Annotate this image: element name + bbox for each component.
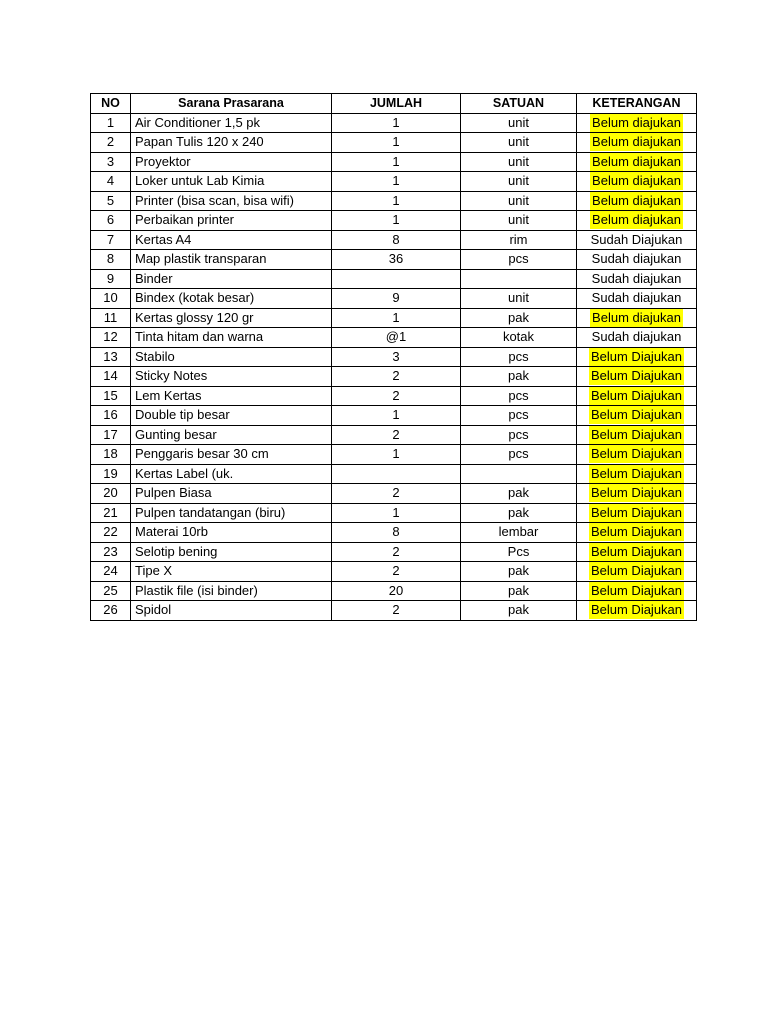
cell-no: 3 [91,152,131,172]
cell-name: Spidol [131,601,332,621]
cell-no: 21 [91,503,131,523]
table-row [91,172,697,192]
cell-unit: pak [461,503,577,523]
cell-name: Pulpen tandatangan (biru) [131,503,332,523]
cell-unit: unit [461,211,577,231]
cell-no: 24 [91,562,131,582]
table-row [91,289,697,309]
table-row [91,581,697,601]
status-text: Belum diajukan [592,134,681,150]
cell-note [577,250,697,270]
cell-no: 16 [91,406,131,426]
status-text: Belum diajukan [592,173,681,189]
cell-no: 4 [91,172,131,192]
status-text: Belum Diajukan [590,387,683,403]
cell-unit: Pcs [461,542,577,562]
cell-note [577,464,697,484]
status-text: Belum Diajukan [590,446,683,462]
cell-unit: pcs [461,347,577,367]
cell-no: 18 [91,445,131,465]
table-row [91,230,697,250]
status-text: Belum Diajukan [590,426,683,442]
cell-qty: 3 [332,347,461,367]
cell-no: 9 [91,269,131,289]
cell-no: 15 [91,386,131,406]
cell-qty: 8 [332,230,461,250]
cell-note [577,523,697,543]
status-text: Sudah diajukan [591,329,682,345]
table-row [91,464,697,484]
cell-qty: 1 [332,211,461,231]
cell-name: Printer (bisa scan, bisa wifi) [131,191,332,211]
cell-note [577,386,697,406]
cell-qty [332,464,461,484]
status-text: Belum diajukan [592,309,681,325]
table-row [91,406,697,426]
cell-no: 14 [91,367,131,387]
status-text: Sudah diajukan [591,270,682,286]
cell-unit: pak [461,308,577,328]
status-text: Belum diajukan [592,192,681,208]
cell-qty: 1 [332,113,461,133]
table-row [91,601,697,621]
cell-qty: 1 [332,406,461,426]
cell-note [577,484,697,504]
table-row [91,386,697,406]
cell-qty: 2 [332,601,461,621]
table-row [91,152,697,172]
status-text: Belum Diajukan [590,563,683,579]
cell-unit: unit [461,133,577,153]
cell-qty [332,269,461,289]
cell-no: 7 [91,230,131,250]
cell-name: Map plastik transparan [131,250,332,270]
cell-no: 1 [91,113,131,133]
status-text: Belum diajukan [592,153,681,169]
cell-qty: 1 [332,445,461,465]
cell-note [577,308,697,328]
table-row [91,191,697,211]
cell-qty: @1 [332,328,461,348]
cell-qty: 1 [332,191,461,211]
cell-name: Perbaikan printer [131,211,332,231]
table-row [91,211,697,231]
table-row [91,133,697,153]
table-row [91,503,697,523]
cell-note [577,503,697,523]
cell-unit: lembar [461,523,577,543]
cell-note [577,191,697,211]
cell-no: 22 [91,523,131,543]
cell-note [577,347,697,367]
cell-name: Gunting besar [131,425,332,445]
table-body [91,113,697,620]
status-text: Belum Diajukan [590,348,683,364]
status-text: Belum diajukan [592,212,681,228]
cell-qty: 1 [332,133,461,153]
header-note: KETERANGAN [577,94,697,114]
cell-name: Binder [131,269,332,289]
table-row [91,562,697,582]
cell-name: Loker untuk Lab Kimia [131,172,332,192]
cell-qty: 1 [332,308,461,328]
cell-name: Selotip bening [131,542,332,562]
header-no: NO [91,94,131,114]
status-text: Belum Diajukan [590,582,683,598]
cell-qty: 1 [332,172,461,192]
header-unit: SATUAN [461,94,577,114]
cell-unit: pak [461,581,577,601]
cell-name: Kertas A4 [131,230,332,250]
cell-name: Sticky Notes [131,367,332,387]
cell-name: Double tip besar [131,406,332,426]
cell-no: 12 [91,328,131,348]
table-row [91,250,697,270]
status-text: Belum Diajukan [590,504,683,520]
cell-unit: unit [461,152,577,172]
status-text: Sudah Diajukan [590,231,683,247]
cell-no: 10 [91,289,131,309]
cell-no: 13 [91,347,131,367]
table-row [91,523,697,543]
cell-note [577,328,697,348]
cell-qty: 1 [332,152,461,172]
cell-no: 8 [91,250,131,270]
status-text: Belum Diajukan [590,407,683,423]
cell-note [577,211,697,231]
cell-qty: 20 [332,581,461,601]
cell-no: 26 [91,601,131,621]
cell-no: 11 [91,308,131,328]
header-qty: JUMLAH [332,94,461,114]
table-row [91,542,697,562]
cell-name: Tinta hitam dan warna [131,328,332,348]
cell-note [577,113,697,133]
table-row [91,425,697,445]
cell-no: 20 [91,484,131,504]
cell-note [577,269,697,289]
cell-name: Tipe X [131,562,332,582]
cell-note [577,367,697,387]
cell-unit [461,464,577,484]
cell-note [577,406,697,426]
cell-name: Lem Kertas [131,386,332,406]
cell-qty: 1 [332,503,461,523]
cell-name: Kertas glossy 120 gr [131,308,332,328]
cell-name: Penggaris besar 30 cm [131,445,332,465]
cell-no: 17 [91,425,131,445]
cell-note [577,230,697,250]
cell-qty: 36 [332,250,461,270]
table-row [91,484,697,504]
cell-name: Kertas Label (uk. [131,464,332,484]
table-row [91,328,697,348]
cell-name: Materai 10rb [131,523,332,543]
status-text: Sudah diajukan [591,251,682,267]
cell-unit: unit [461,289,577,309]
inventory-table [90,93,697,621]
cell-qty: 2 [332,425,461,445]
cell-note [577,562,697,582]
table-row [91,113,697,133]
cell-unit: unit [461,191,577,211]
cell-name: Proyektor [131,152,332,172]
cell-note [577,289,697,309]
header-row [91,94,697,114]
cell-unit: pcs [461,445,577,465]
cell-note [577,425,697,445]
table-row [91,308,697,328]
cell-qty: 2 [332,484,461,504]
status-text: Belum Diajukan [590,465,683,481]
cell-unit: unit [461,172,577,192]
cell-unit: pcs [461,406,577,426]
cell-name: Air Conditioner 1,5 pk [131,113,332,133]
cell-no: 6 [91,211,131,231]
cell-note [577,133,697,153]
table-row [91,347,697,367]
status-text: Belum Diajukan [590,543,683,559]
cell-no: 19 [91,464,131,484]
cell-note [577,601,697,621]
cell-name: Plastik file (isi binder) [131,581,332,601]
cell-name: Papan Tulis 120 x 240 [131,133,332,153]
cell-unit: pak [461,484,577,504]
status-text: Belum Diajukan [590,485,683,501]
status-text: Belum Diajukan [590,524,683,540]
cell-note [577,152,697,172]
cell-note [577,581,697,601]
cell-note [577,172,697,192]
cell-name: Bindex (kotak besar) [131,289,332,309]
cell-qty: 2 [332,386,461,406]
cell-unit: pcs [461,250,577,270]
cell-unit: pcs [461,386,577,406]
status-text: Belum diajukan [592,114,681,130]
status-text: Belum Diajukan [590,602,683,618]
cell-qty: 2 [332,367,461,387]
table-row [91,367,697,387]
cell-unit: pak [461,367,577,387]
cell-unit: unit [461,113,577,133]
cell-name: Pulpen Biasa [131,484,332,504]
header-name: Sarana Prasarana [131,94,332,114]
status-text: Belum Diajukan [590,368,683,384]
cell-unit: pcs [461,425,577,445]
cell-note [577,445,697,465]
cell-no: 2 [91,133,131,153]
cell-no: 5 [91,191,131,211]
cell-unit: pak [461,601,577,621]
cell-unit: pak [461,562,577,582]
table-header [91,94,697,114]
cell-name: Stabilo [131,347,332,367]
cell-unit: kotak [461,328,577,348]
cell-qty: 8 [332,523,461,543]
cell-qty: 2 [332,562,461,582]
table-row [91,269,697,289]
cell-no: 23 [91,542,131,562]
cell-unit [461,269,577,289]
cell-qty: 9 [332,289,461,309]
cell-note [577,542,697,562]
cell-qty: 2 [332,542,461,562]
cell-unit: rim [461,230,577,250]
status-text: Sudah diajukan [591,290,682,306]
cell-no: 25 [91,581,131,601]
table-row [91,445,697,465]
